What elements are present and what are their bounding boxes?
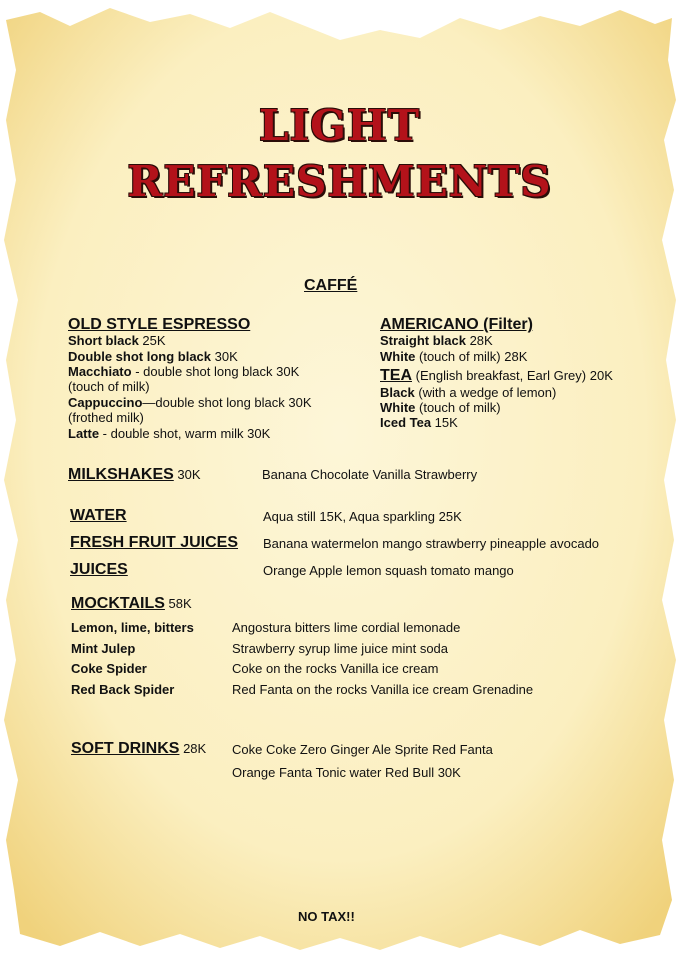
title-line-1: LIGHT (259, 101, 420, 150)
mocktail-name: Coke Spider (71, 661, 147, 676)
water-options: Aqua still 15K, Aqua sparkling 25K (263, 509, 462, 524)
soft-drinks-options-2: Orange Fanta Tonic water Red Bull 30K (232, 765, 461, 780)
milkshakes-heading: MILKSHAKES 30K (68, 466, 201, 483)
mocktail-name: Red Back Spider (71, 682, 175, 697)
juices-heading: JUICES (70, 561, 128, 578)
espresso-item-note: (frothed milk) (68, 410, 144, 425)
mocktail-desc: Coke on the rocks Vanilla ice cream (232, 661, 439, 676)
soft-drinks-options: Coke Coke Zero Ginger Ale Sprite Red Fanta (232, 742, 493, 757)
fresh-juices-heading: FRESH FRUIT JUICES (70, 534, 239, 551)
tea-item: White (touch of milk) (380, 400, 501, 415)
mocktails-heading: MOCKTAILS 58K (71, 595, 192, 612)
tea-heading: TEA (English breakfast, Earl Grey) 20K (380, 367, 613, 384)
espresso-item: Cappuccino—double shot long black 30K (68, 395, 312, 410)
mocktail-desc: Angostura bitters lime cordial lemonade (232, 620, 461, 635)
mocktail-name: Mint Julep (71, 641, 136, 656)
espresso-item: Latte - double shot, warm milk 30K (68, 426, 271, 441)
title-line-2: REFRESHMENTS (127, 157, 552, 206)
espresso-heading: OLD STYLE ESPRESSO (68, 316, 251, 333)
tea-item: Iced Tea 15K (380, 415, 458, 430)
espresso-item-note: (touch of milk) (68, 379, 150, 394)
milkshakes-options: Banana Chocolate Vanilla Strawberry (262, 467, 478, 482)
soft-drinks-heading: SOFT DRINKS 28K (71, 740, 207, 757)
no-tax-note: NO TAX!! (298, 909, 355, 924)
espresso-item: Short black 25K (68, 333, 166, 348)
fresh-juices-options: Banana watermelon mango strawberry pineapple avocado (263, 536, 600, 551)
americano-item: White (touch of milk) 28K (380, 349, 528, 364)
juices-options: Orange Apple lemon squash tomato mango (263, 563, 514, 578)
caffe-heading: CAFFÉ (304, 277, 358, 294)
tea-item: Black (with a wedge of lemon) (380, 385, 557, 400)
americano-item: Straight black 28K (380, 333, 493, 348)
espresso-item: Macchiato - double shot long black 30K (68, 364, 300, 379)
water-heading: WATER (70, 507, 127, 524)
espresso-item: Double shot long black 30K (68, 349, 238, 364)
mocktail-desc: Strawberry syrup lime juice mint soda (232, 641, 449, 656)
mocktail-name: Lemon, lime, bitters (71, 620, 194, 635)
americano-heading: AMERICANO (Filter) (380, 316, 533, 333)
mocktail-desc: Red Fanta on the rocks Vanilla ice cream Grenadine (232, 682, 534, 697)
